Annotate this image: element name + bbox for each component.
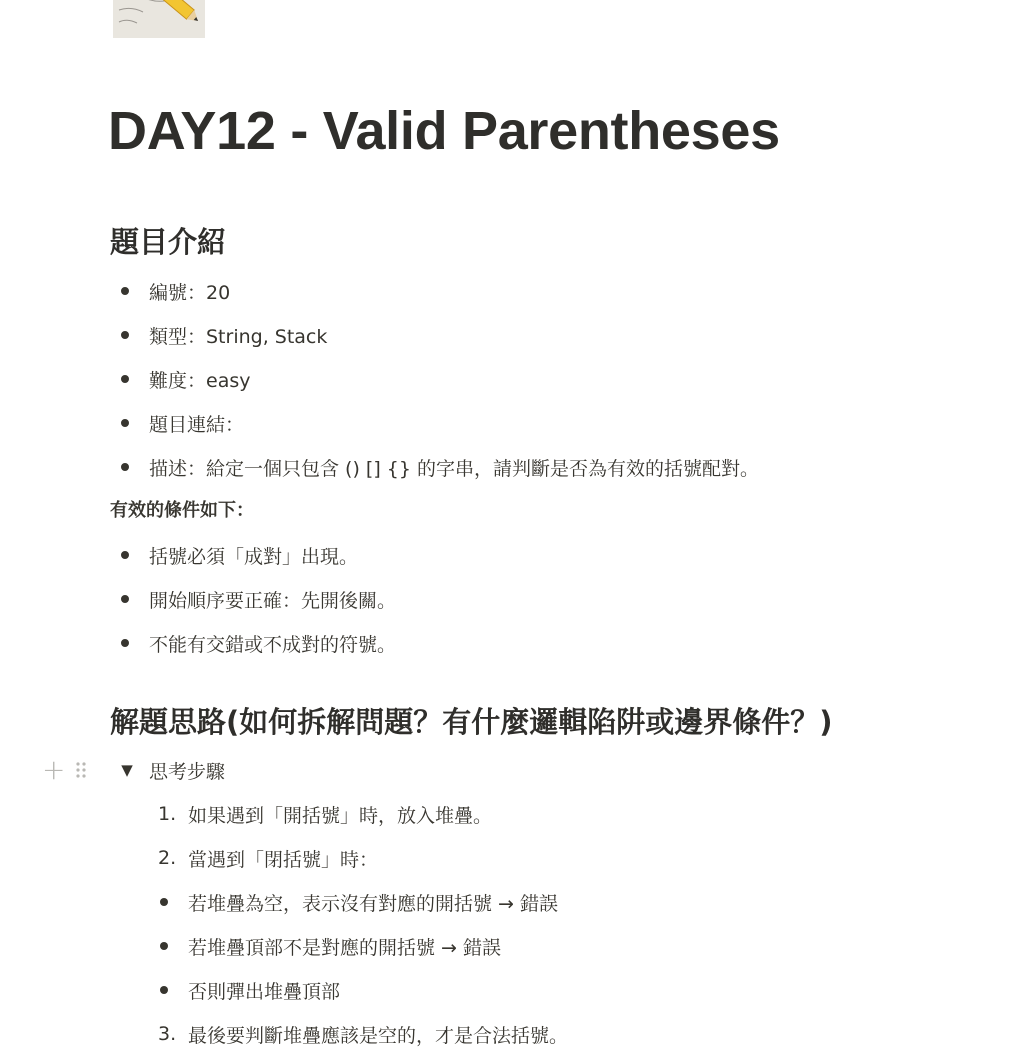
numbered-list-item[interactable] — [158, 843, 378, 873]
list-item[interactable] — [121, 364, 250, 394]
bullet-dot — [121, 463, 129, 471]
list-item-text: 類型：String, Stack — [149, 325, 328, 348]
section-heading-intro[interactable]: 題目介紹 — [110, 225, 227, 259]
page-icon[interactable] — [113, 0, 205, 38]
list-number: 2. — [158, 847, 177, 869]
list-item-text: 否則彈出堆疊頂部 — [188, 980, 341, 1003]
list-item-text: 難度：easy — [149, 369, 251, 392]
list-item-text: 編號：20 — [149, 281, 231, 304]
conditions-title[interactable]: 有效的條件如下： — [110, 500, 254, 521]
plus-icon[interactable]: + — [42, 753, 66, 786]
list-item[interactable] — [121, 408, 244, 438]
section-heading-approach[interactable]: 解題思路(如何拆解問題？有什麼邏輯陷阱或邊界條件？) — [110, 705, 833, 739]
bullet-dot — [160, 942, 168, 950]
block-gutter — [42, 755, 87, 785]
list-item-text: 若堆疊頂部不是對應的開括號 → 錯誤 — [188, 936, 501, 959]
list-item-text: 括號必須「成對」出現。 — [149, 545, 359, 568]
list-item[interactable] — [160, 931, 501, 961]
list-number: 1. — [158, 803, 177, 825]
list-item[interactable] — [121, 584, 396, 614]
bullet-dot — [160, 898, 168, 906]
list-item[interactable] — [160, 887, 558, 917]
numbered-list-item[interactable] — [158, 799, 492, 829]
bullet-dot — [121, 639, 129, 647]
list-item-text: 當遇到「閉括號」時： — [188, 848, 379, 871]
bullet-dot — [121, 331, 129, 339]
list-item-text: 描述：給定一個只包含 () [] {} 的字串，請判斷是否為有效的括號配對。 — [149, 457, 759, 480]
bullet-dot — [121, 551, 129, 559]
list-item[interactable] — [121, 540, 358, 570]
list-item-text: 最後要判斷堆疊應該是空的，才是合法括號。 — [188, 1024, 569, 1047]
list-item-text: 題目連結： — [149, 413, 245, 436]
bullet-dot — [121, 375, 129, 383]
list-number: 3. — [158, 1023, 177, 1045]
pencil-paper-icon — [113, 0, 205, 38]
bullet-dot — [160, 986, 168, 994]
numbered-list-item[interactable] — [158, 1019, 568, 1049]
toggle-label: 思考步驟 — [149, 760, 226, 783]
bullet-dot — [121, 287, 129, 295]
triangle-down-icon[interactable]: ▼ — [121, 761, 133, 779]
bullet-dot — [121, 419, 129, 427]
list-item-text: 開始順序要正確：先開後關。 — [149, 589, 397, 612]
list-item-text: 如果遇到「開括號」時，放入堆疊。 — [188, 804, 493, 827]
page-title[interactable]: DAY12 - Valid Parentheses — [108, 101, 780, 161]
list-item[interactable] — [121, 452, 759, 482]
list-item-text: 若堆疊為空，表示沒有對應的開括號 → 錯誤 — [188, 892, 559, 915]
bullet-dot — [121, 595, 129, 603]
list-item[interactable] — [121, 320, 327, 350]
list-item-text: 不能有交錯或不成對的符號。 — [149, 633, 397, 656]
list-item[interactable] — [121, 628, 396, 658]
list-item[interactable] — [121, 276, 230, 306]
drag-handle-icon[interactable] — [75, 760, 87, 780]
list-item[interactable] — [160, 975, 340, 1005]
toggle-block[interactable] — [116, 755, 225, 785]
